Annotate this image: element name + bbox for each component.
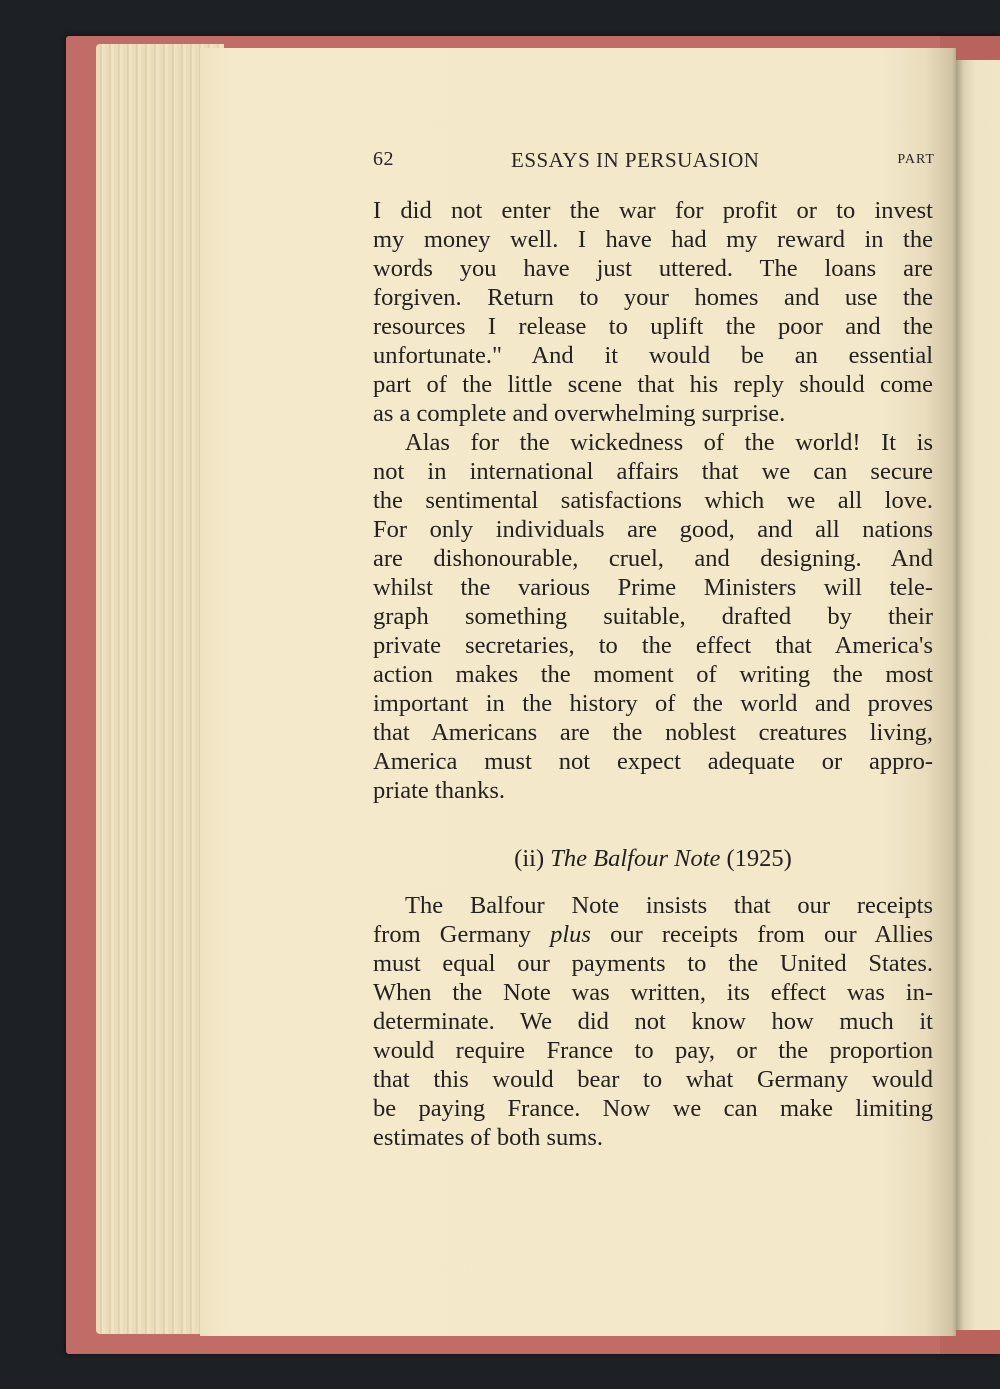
- text-line: not in international affairs that we can secure: [373, 458, 933, 485]
- running-head: [373, 146, 935, 178]
- text-line: I did not enter the war for profit or to invest: [373, 197, 933, 224]
- text-line: forgiven. Return to your homes and use the: [373, 284, 933, 311]
- text-line: Alas for the wickedness of the world! It is: [405, 429, 933, 456]
- facing-page-edge: [956, 60, 1000, 1330]
- text-line: from Germany plus our receipts from our Allies: [373, 921, 933, 948]
- text-line: priate thanks.: [373, 777, 505, 804]
- section-number: (ii): [514, 845, 545, 872]
- text-line: resources I release to uplift the poor and the: [373, 313, 933, 340]
- page-number: 62: [373, 148, 394, 170]
- section-title-text: The Balfour Note: [550, 845, 721, 872]
- text-line: that this would bear to what Germany would: [373, 1066, 933, 1093]
- text-line: part of the little scene that his reply should come: [373, 371, 933, 398]
- emphasis-plus: plus: [550, 921, 591, 948]
- text-line: be paying France. Now we can make limiting: [373, 1095, 933, 1122]
- text-line: my money well. I have had my reward in the: [373, 226, 933, 253]
- text-line: determinate. We did not know how much it: [373, 1008, 933, 1035]
- text-line: unfortunate." And it would be an essential: [373, 342, 933, 369]
- text-line: words you have just uttered. The loans are: [373, 255, 933, 282]
- text-line: important in the history of the world and proves: [373, 690, 933, 717]
- running-part-label: PART: [897, 152, 935, 167]
- text-line: are dishonourable, cruel, and designing. And: [373, 545, 933, 572]
- section-heading: [373, 843, 933, 875]
- text-line: When the Note was written, its effect was in-: [373, 979, 933, 1006]
- text-line: must equal our payments to the United States.: [373, 950, 933, 977]
- text-line: would require France to pay, or the proportion: [373, 1037, 933, 1064]
- text-line: estimates of both sums.: [373, 1124, 604, 1151]
- text-line: For only individuals are good, and all nations: [373, 516, 933, 543]
- text-line: action makes the moment of writing the most: [373, 661, 933, 688]
- section-year: (1925): [726, 845, 792, 872]
- running-title: ESSAYS IN PERSUASION: [511, 148, 760, 172]
- text-line: America must not expect adequate or appro-: [373, 748, 933, 775]
- text-line: as a complete and overwhelming surprise.: [373, 400, 786, 427]
- text-line: that Americans are the noblest creatures living,: [373, 719, 933, 746]
- text-line: whilst the various Prime Ministers will tele-: [373, 574, 933, 601]
- text-line: private secretaries, to the effect that America's: [373, 632, 933, 659]
- text-line: The Balfour Note insists that our receipts: [405, 892, 933, 919]
- text-line: the sentimental satisfactions which we all love.: [373, 487, 933, 514]
- text-line: graph something suitable, drafted by their: [373, 603, 933, 630]
